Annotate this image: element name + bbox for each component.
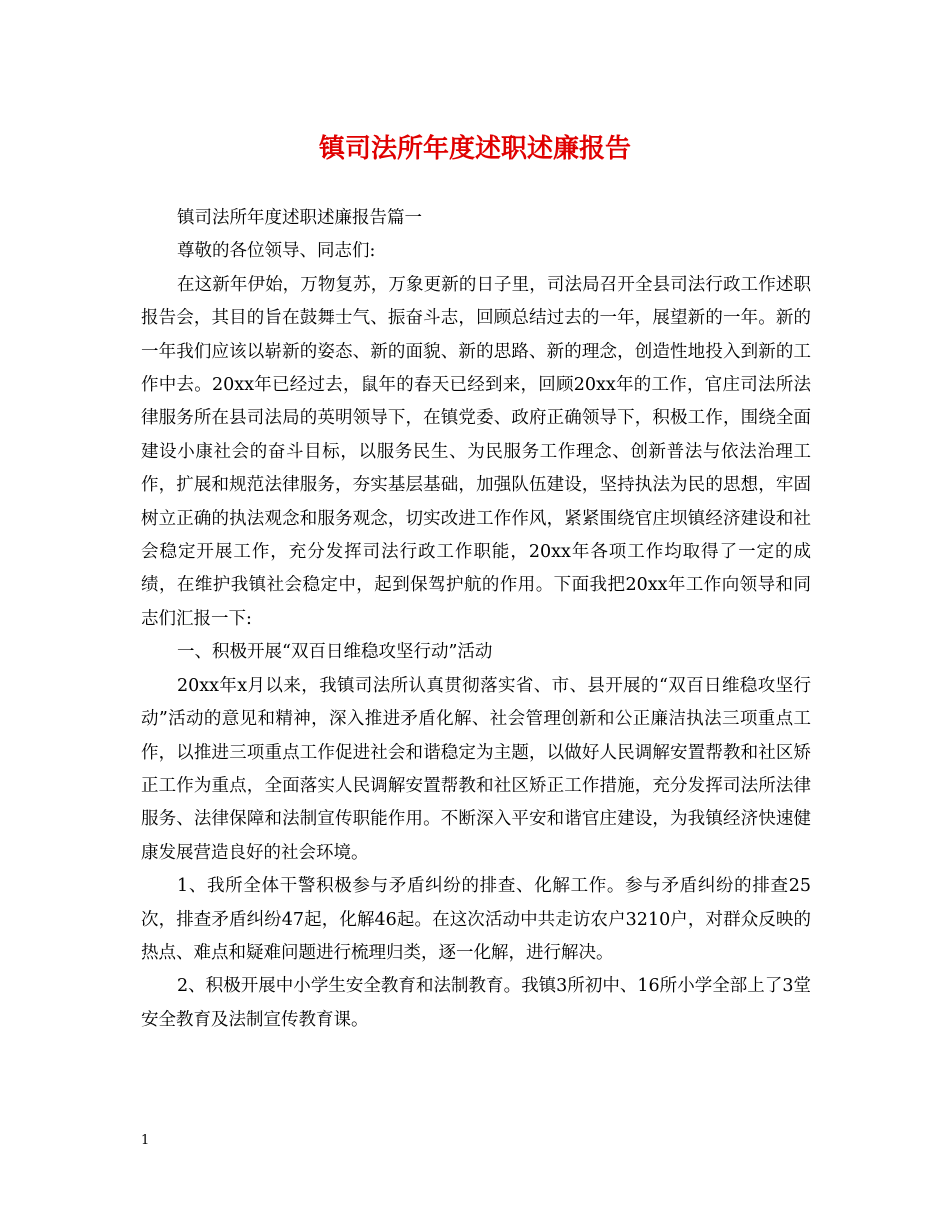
paragraph: 2、积极开展中小学生安全教育和法制教育。我镇3所初中、16所小学全部上了3堂安全教育及法制宣传教育课。 — [141, 976, 811, 1030]
paragraph: 20xx年x月以来，我镇司法所认真贯彻落实省、市、县开展的“双百日维稳攻坚行动”活动的意见和精神，深入推进矛盾化解、社会管理创新和公正廉洁执法三项重点工作，以推进三项重点工作促进社会和谐稳定为主题，以做好人民调解安置帮教和社区矫正工作为重点，全面落实人民调解安置帮教和社区矫正工作措施，充分发挥司法所法律服务、法律保障和法制宣传职能作用。不断深入平安和谐官庄建设，为我镇经济快速健康发展营造良好的社会环境。 — [141, 675, 811, 863]
document-body — [141, 202, 811, 1037]
paragraph: 1、我所全体干警积极参与矛盾纠纷的排查、化解工作。参与矛盾纠纷的排查25次，排查矛盾纠纷47起，化解46起。在这次活动中共走访农户3210户，对群众反映的热点、难点和疑难问题进行梳理归类，逐一化解，进行解决。 — [141, 876, 811, 963]
subsection-heading: 一、积极开展“双百日维稳攻坚行动”活动 — [177, 642, 493, 663]
paragraph: 在这新年伊始，万物复苏，万象更新的日子里，司法局召开全县司法行政工作述职报告会，其目的旨在鼓舞士气、振奋斗志，回顾总结过去的一年，展望新的一年。新的一年我们应该以崭新的姿态、新的面貌、新的思路、新的理念，创造性地投入到新的工作中去。20xx年已经过去，鼠年的春天已经到来，回顾20xx年的工作，官庄司法所法律服务所在县司法局的英明领导下，在镇党委、政府正确领导下，积极工作，围绕全面建设小康社会的奋斗目标，以服务民生、为民服务工作理念、创新普法与依法治理工作，扩展和规范法律服务，夯实基层基础，加强队伍建设，坚持执法为民的思想，牢固树立正确的执法观念和服务观念，切实改进工作作风，紧紧围绕官庄坝镇经济建设和社会稳定开展工作，充分发挥司法行政工作职能，20xx年各项工作均取得了一定的成绩，在维护我镇社会稳定中，起到保驾护航的作用。下面我把20xx年工作向领导和同志们汇报一下: — [141, 274, 811, 629]
salutation: 尊敬的各位领导、同志们: — [177, 241, 376, 262]
document-title: 镇司法所年度述职述廉报告 — [318, 134, 631, 164]
section-heading: 镇司法所年度述职述廉报告篇一 — [177, 208, 422, 228]
page-number: 1 — [141, 1133, 150, 1148]
